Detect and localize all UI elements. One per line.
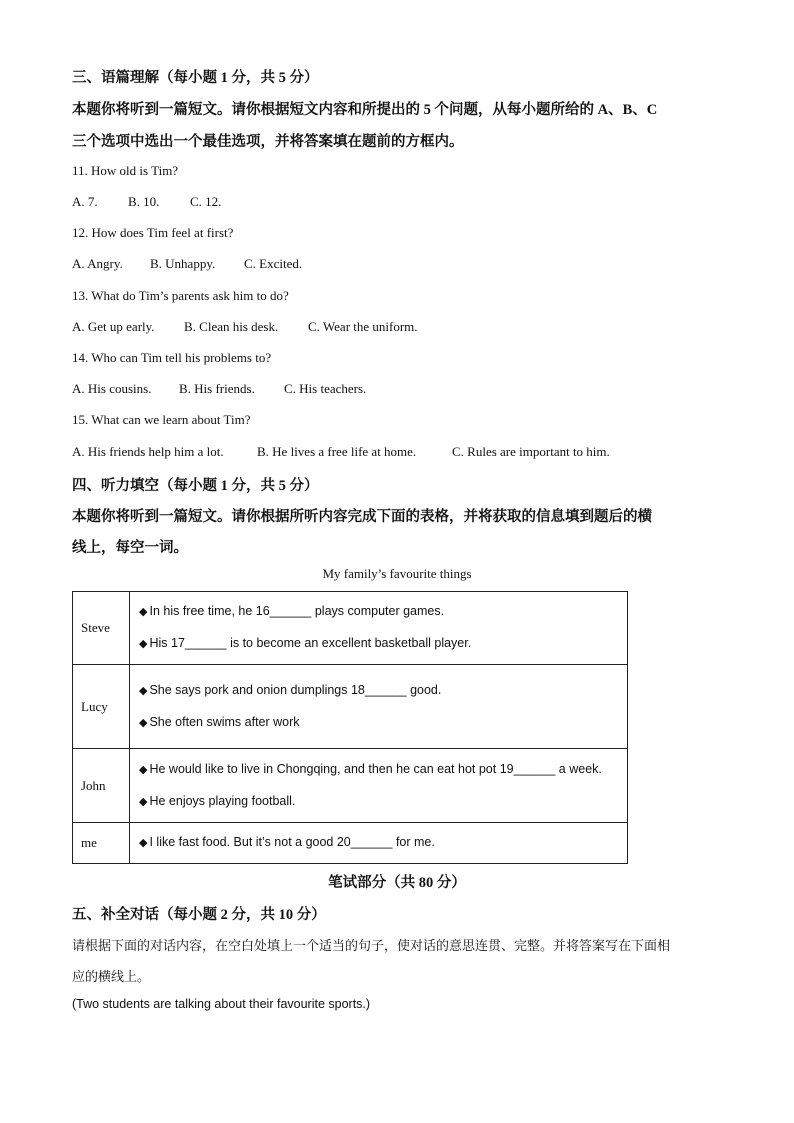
option-a: A. Angry. [72, 256, 123, 271]
row-name: Steve [73, 592, 130, 665]
section5-heading: 五、补全对话（每小题 2 分，共 10 分） [72, 907, 326, 923]
row-name: me [73, 823, 130, 864]
options-11 [72, 194, 221, 210]
option-a: A. His cousins. [72, 381, 152, 396]
option-b: B. He lives a free life at home. [257, 444, 417, 459]
section5-instruction-1: 请根据下面的对话内容，在空白处填上一个适当的句子，使对话的意思连贯、完整。并将答案写在下面相 [72, 939, 671, 954]
question-14: 14. Who can Tim tell his problems to? [72, 350, 272, 365]
list-item: ◆ He enjoys playing football. [139, 793, 296, 808]
diamond-bullet-icon: ◆ [139, 638, 148, 650]
list-item: ◆ He would like to live in Chongqing, and then he can eat hot pot 19______ a week. [139, 761, 602, 776]
table-title: My family’s favourite things [322, 566, 472, 581]
option-c: C. His teachers. [284, 381, 367, 396]
diamond-bullet-icon: ◆ [139, 606, 148, 618]
option-b: B. Clean his desk. [184, 319, 279, 334]
option-c: C. 12. [190, 194, 222, 209]
section4-instruction-2: 线上，每空一词。 [72, 540, 188, 556]
row-name: Lucy [73, 665, 130, 749]
list-item: ◆ She says pork and onion dumplings 18______ good. [139, 682, 442, 697]
list-item: ◆ His 17______ is to become an excellent basketball player. [139, 636, 472, 650]
option-c: C. Rules are important to him. [452, 444, 610, 459]
section4-instruction-1: 本题你将听到一篇短文。请你根据所听内容完成下面的表格，并将获取的信息填到题后的横 [72, 509, 652, 525]
section4-heading: 四、听力填空（每小题 1 分，共 5 分） [72, 478, 319, 494]
diamond-bullet-icon: ◆ [139, 837, 148, 849]
table-row [73, 823, 628, 864]
options-12 [72, 256, 302, 272]
option-a: A. 7. [72, 194, 98, 209]
options-13 [72, 319, 418, 335]
diamond-bullet-icon: ◆ [139, 716, 148, 729]
dialogue-context: (Two students are talking about their favourite sports.) [72, 997, 371, 1011]
question-13: 13. What do Tim’s parents ask him to do? [72, 288, 289, 303]
options-15 [72, 444, 610, 460]
section3-instruction-1: 本题你将听到一篇短文。请你根据短文内容和所提出的 5 个问题，从每小题所给的 A、B、C [72, 102, 658, 118]
section3-instruction-2: 三个选项中选出一个最佳选项，并将答案填在题前的方框内。 [72, 134, 464, 150]
section3-heading: 三、语篇理解（每小题 1 分，共 5 分） [72, 70, 319, 86]
option-b: B. Unhappy. [150, 256, 216, 271]
diamond-bullet-icon: ◆ [139, 763, 148, 776]
option-b: B. His friends. [179, 381, 255, 396]
question-11: 11. How old is Tim? [72, 163, 179, 178]
list-item: ◆ In his free time, he 16______ plays computer games. [139, 604, 445, 618]
diamond-bullet-icon: ◆ [139, 684, 148, 697]
option-a: A. His friends help him a lot. [72, 444, 224, 459]
list-item: ◆ I like fast food. But it’s not a good 20______ for me. [139, 835, 435, 849]
table-row [73, 592, 628, 665]
table-row [73, 749, 628, 823]
diamond-bullet-icon: ◆ [139, 795, 148, 808]
table-row [73, 665, 628, 749]
list-item: ◆ She often swims after work [139, 714, 300, 729]
question-12: 12. How does Tim feel at first? [72, 225, 234, 240]
row-name: John [73, 749, 130, 823]
option-b: B. 10. [128, 194, 160, 209]
option-c: C. Wear the uniform. [308, 319, 418, 334]
section5-instruction-2: 应的横线上。 [72, 970, 151, 985]
options-14 [72, 381, 366, 397]
favourite-things-table [72, 591, 628, 864]
option-c: C. Excited. [244, 256, 303, 271]
option-a: A. Get up early. [72, 319, 155, 334]
written-part-heading: 笔试部分（共 80 分） [328, 875, 466, 891]
question-15: 15. What can we learn about Tim? [72, 412, 251, 427]
